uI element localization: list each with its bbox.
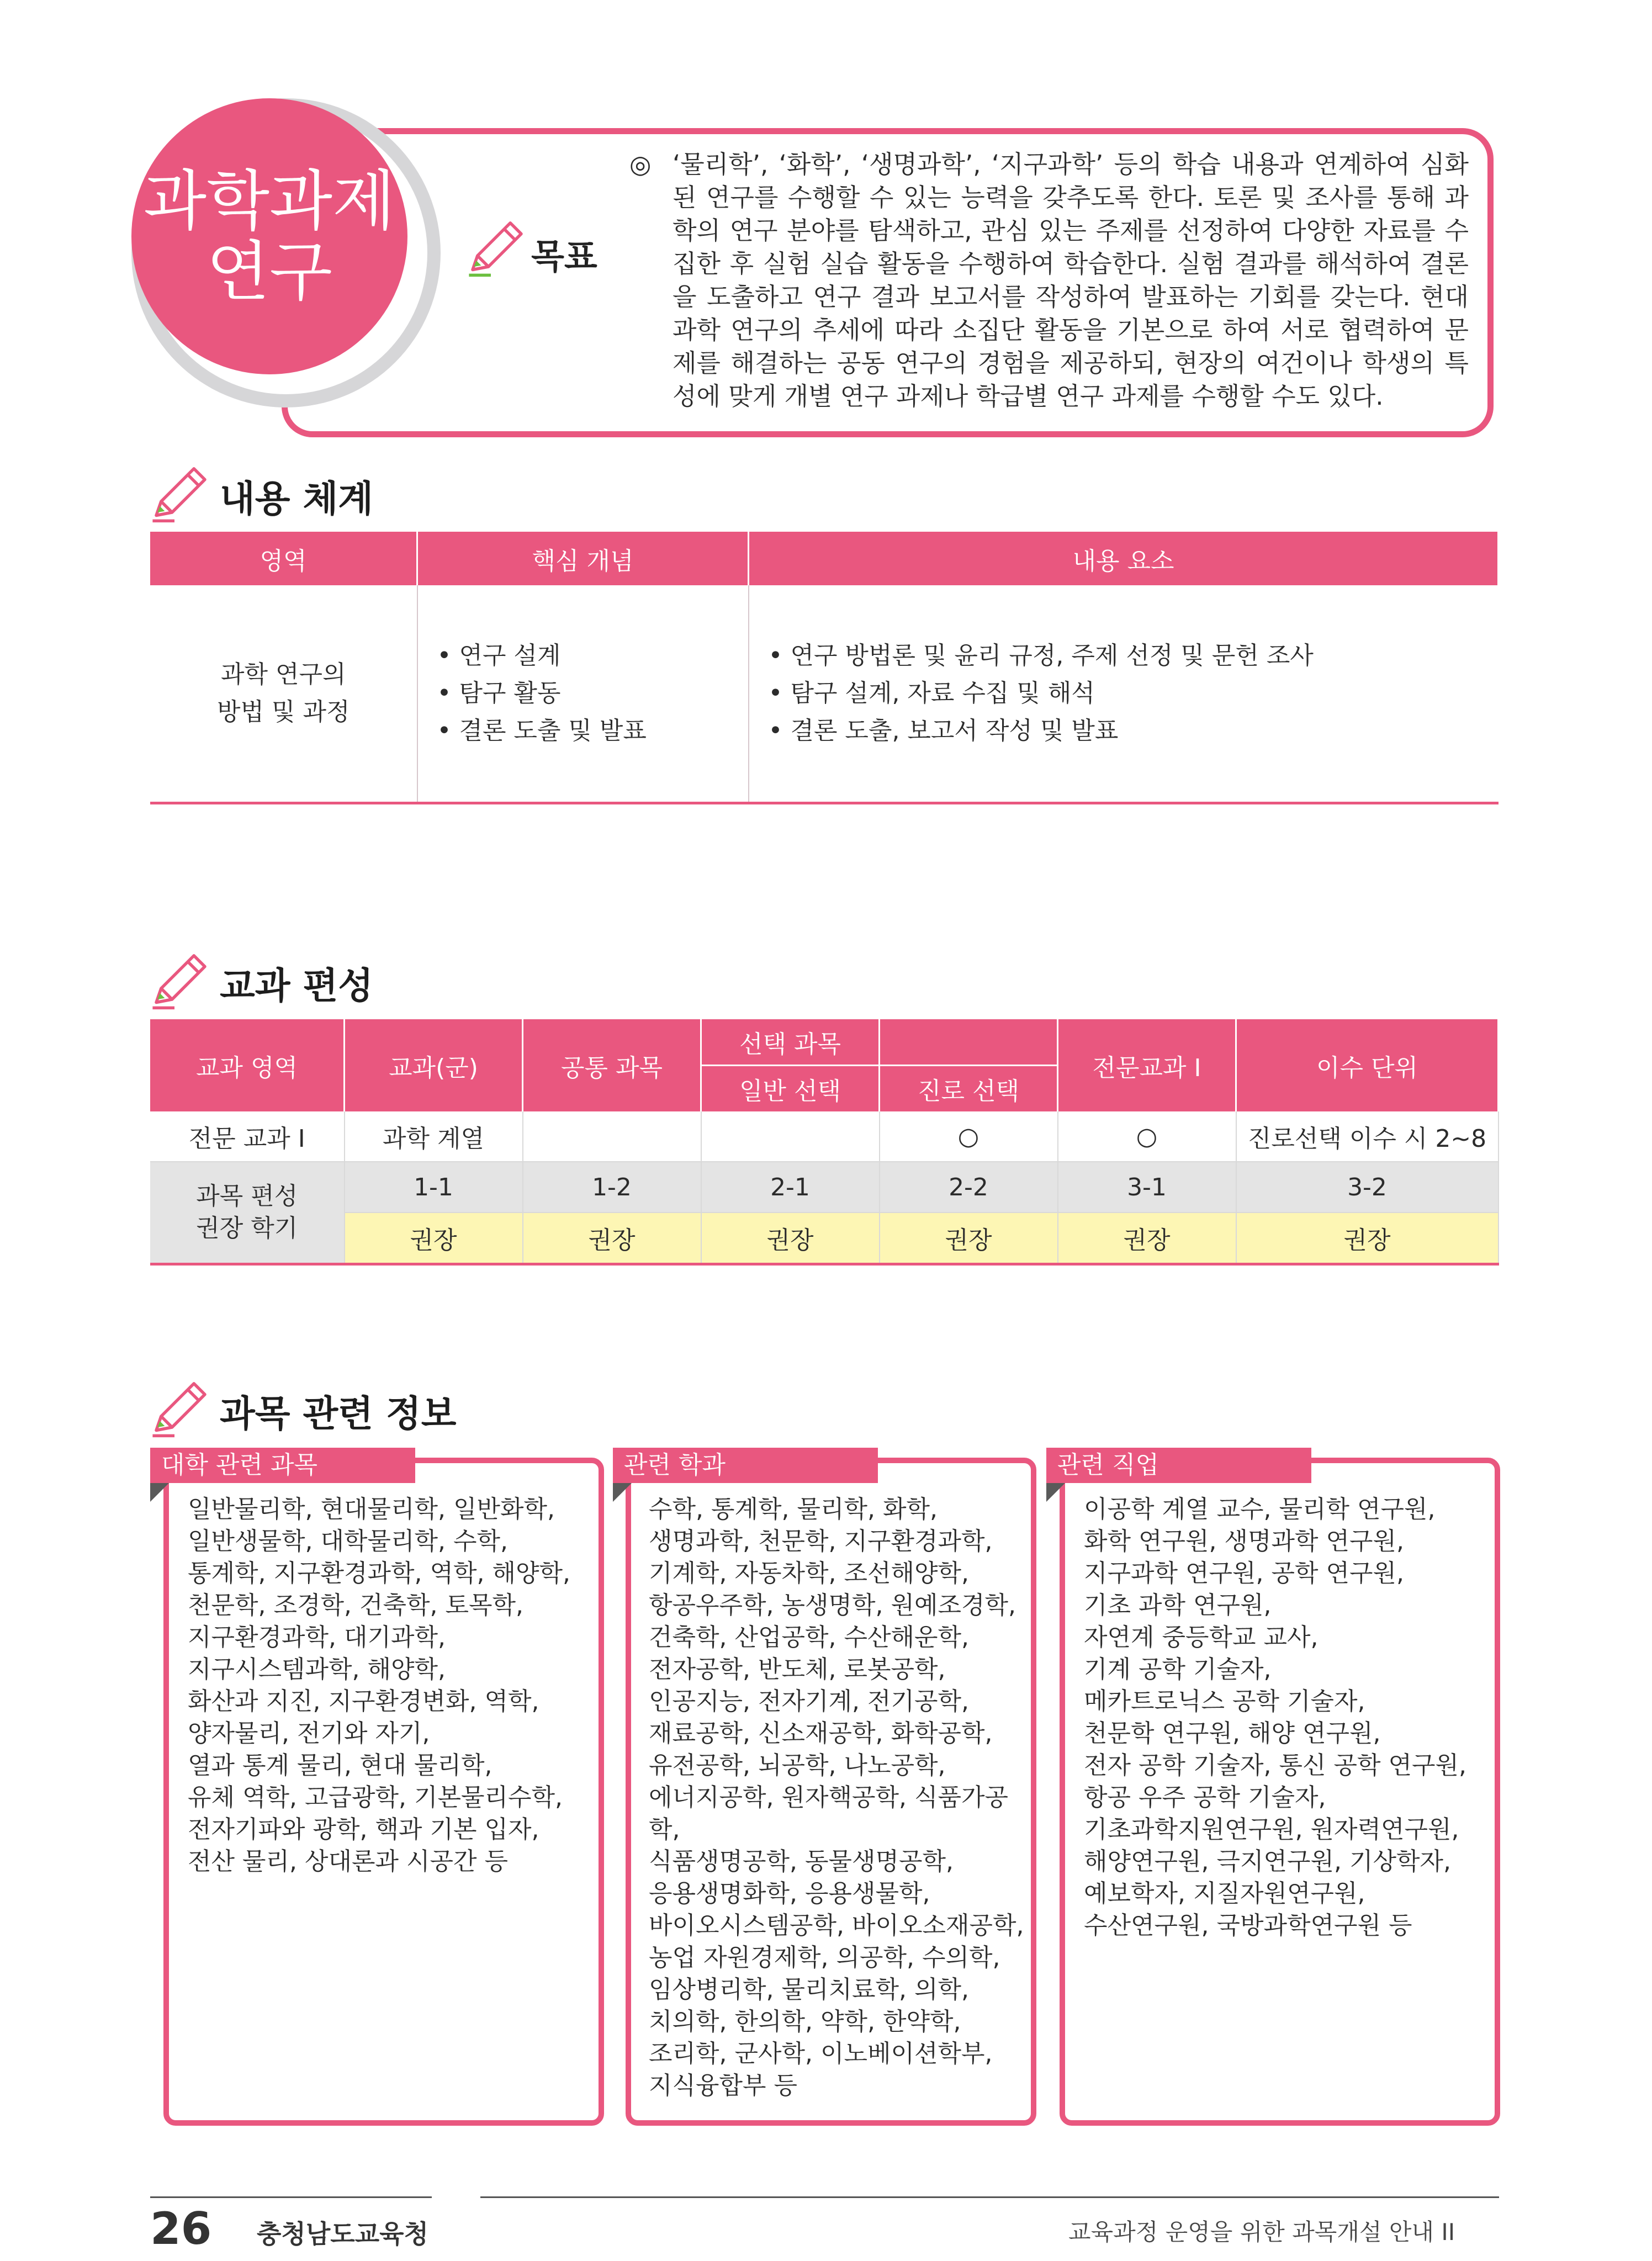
row1-subject: 과학 계열 (345, 1111, 523, 1162)
header-major: 전문교과 I (1058, 1019, 1236, 1111)
element-item: • 탐구 설계, 자료 수집 및 해석 (768, 679, 1095, 707)
recommend-cell: 권장 (701, 1212, 880, 1264)
concept-item: • 결론 도출 및 발표 (437, 717, 647, 745)
recommend-cell: 권장 (1058, 1212, 1236, 1264)
header-subject-area: 교과 영역 (150, 1019, 345, 1111)
univ-subjects-tag: 대학 관련 과목 (150, 1448, 415, 1483)
goal-body: ‘물리학’, ‘화학’, ‘생명과학’, ‘지구과학’ 등의 학습 내용과 연계하여 심화된 연구를 수행할 수 있는 능력을 갖추도록 한다. 토론 및 조사를 통해 과학의 연구 분야를 탐색하고, 관심 있는 주제를 선정하여 다양한 자료를 수집한 후 실험 실습 활동을 수행하여 학습한다. 실험 결과를 해석하여 결론을 도출하고 연구 결과 보고서를 작성하여 발표하는 기회를 갖는다. 현대 과학 연구의 추세에 따라 소집단 활동을 기본으로 하여 서로 협력하여 문제를 해결하는 공동 연구의 경험을 제공하되, 현장의 여건이나 학생의 특성에 맞게 개별 연구 과제나 학급별 연구 과제를 수행할 수도 있다. (673, 150, 1469, 411)
recommend-cell: 권장 (1236, 1212, 1499, 1264)
semester-label-line2: 권장 학기 (196, 1214, 298, 1242)
curriculum-title: 교과 편성 (220, 965, 374, 1007)
related-jobs-text: 이공학 계열 교수, 물리학 연구원, 화학 연구원, 생명과학 연구원, 지구과학 연구원, 공학 연구원, 기초 과학 연구원, 자연계 중등학교 교사, 기계 공학 기술자, 메카트로닉스 공학 기술자, 천문학 연구원, 해양 연구원, 전자 공학 기술자, 통신 공학 연구원, 항공 우주 공학 기술자, 기초과학지원연구원, 원자력연구원, 해양연구원, 극지연구원, 기상학자, 예보학자, 지질자원연구원, 수산연구원, 국방과학연구원 등 (1084, 1495, 1466, 1940)
header-career: 진로 선택 (880, 1066, 1058, 1112)
semester-label-line1: 과목 편성 (196, 1182, 298, 1210)
subject-title-line2: 연구 (206, 234, 332, 310)
area-line1: 과학 연구의 (220, 660, 346, 689)
related-dept-tag: 관련 학과 (613, 1448, 878, 1483)
pencil-icon (150, 1379, 211, 1439)
tag-fold (150, 1483, 169, 1502)
publisher: 충청남도교육청 (257, 2219, 429, 2249)
related-dept-text: 수학, 통계학, 물리학, 화학, 생명과학, 천문학, 지구환경과학, 기계학, 자동차학, 조선해양학, 항공우주학, 농생명학, 원예조경학, 건축학, 산업공학, 수산해운학, 전자공학, 반도체, 로봇공학, 인공지능, 전자기계, 전기공학, 재료공학, 신소재공학, 화학공학, 유전공학, 뇌공학, 나노공학, 에너지공학, 원자핵공학, 식품가공학, 식품생명공학, 동물생명공학, 응용생명화학, 응용생물학, 바이오시스템공학, 바이오소재공학, 농업 자원경제학, 의공학, 수의학, 임상병리학, 물리치료학, 의학, 치의학, 한의학, 약학, 한약학, 조리학, 군사학, 이노베이션학부, 지식융합부 등 (649, 1495, 1024, 2100)
content-system-title: 내용 체계 (220, 478, 374, 520)
header-elective-blank (880, 1019, 1058, 1066)
footer-rule-left (150, 2196, 432, 2198)
subject-title-line1: 과학과제 (144, 163, 395, 239)
header-credits: 이수 단위 (1236, 1019, 1499, 1111)
row1-major: ○ (1058, 1111, 1236, 1162)
semester-label-cell (150, 1162, 345, 1264)
header-elements: 내용 요소 (749, 532, 1499, 585)
related-info-title: 과목 관련 정보 (220, 1392, 457, 1435)
tag-fold (613, 1483, 632, 1502)
semester-cell: 2-1 (701, 1162, 880, 1212)
pencil-icon (467, 218, 527, 279)
recommend-cell: 권장 (523, 1212, 701, 1264)
header-concept: 핵심 개념 (417, 532, 749, 585)
row1-area: 전문 교과 I (150, 1111, 345, 1162)
tag-fold (1046, 1483, 1065, 1502)
recommend-cell: 권장 (345, 1212, 523, 1264)
area-cell (150, 585, 417, 803)
semester-cell: 1-1 (345, 1162, 523, 1212)
row1-general (701, 1111, 880, 1162)
semester-cell: 3-2 (1236, 1162, 1499, 1212)
header-area: 영역 (150, 532, 417, 585)
content-system-table (150, 532, 1499, 804)
goal-label: 목표 (531, 236, 597, 277)
semester-cell: 2-2 (880, 1162, 1058, 1212)
goal-bullet: ◎ (629, 150, 652, 179)
concept-item: • 탐구 활동 (437, 679, 561, 707)
header-elective: 선택 과목 (701, 1019, 880, 1066)
area-line2: 방법 및 과정 (217, 698, 350, 726)
page-number: 26 (150, 2203, 212, 2254)
element-item: • 결론 도출, 보고서 작성 및 발표 (768, 717, 1119, 745)
concept-cell (417, 585, 749, 803)
univ-subjects-text: 일반물리학, 현대물리학, 일반화학, 일반생물학, 대학물리학, 수학, 통계학, 지구환경과학, 역학, 해양학, 천문학, 조경학, 건축학, 토목학, 지구환경과학, 대기과학, 지구시스템과학, 해양학, 화산과 지진, 지구환경변화, 역학, 양자물리, 전기와 자기, 열과 통계 물리, 현대 물리학, 유체 역학, 고급광학, 기본물리수학, 전자기파와 광학, 핵과 기본 입자, 전산 물리, 상대론과 시공간 등 (188, 1495, 570, 1876)
semester-cell: 3-1 (1058, 1162, 1236, 1212)
recommend-cell: 권장 (880, 1212, 1058, 1264)
guide-title: 교육과정 운영을 위한 과목개설 안내 II (1068, 2218, 1455, 2246)
header-subject-group: 교과(군) (345, 1019, 523, 1111)
curriculum-table (150, 1019, 1499, 1265)
header-general: 일반 선택 (701, 1066, 880, 1112)
related-jobs-tag: 관련 직업 (1046, 1448, 1311, 1483)
pencil-icon (150, 951, 211, 1012)
subject-title-badge (131, 98, 407, 374)
pencil-icon (150, 464, 211, 525)
header-common: 공통 과목 (523, 1019, 701, 1111)
row1-credits: 진로선택 이수 시 2~8 (1236, 1111, 1499, 1162)
footer-rule-right (480, 2196, 1499, 2198)
concept-item: • 연구 설계 (437, 642, 561, 670)
element-item: • 연구 방법론 및 윤리 규정, 주제 선정 및 문헌 조사 (768, 642, 1314, 670)
row1-common (523, 1111, 701, 1162)
goal-text (629, 148, 1469, 413)
row1-career: ○ (880, 1111, 1058, 1162)
elements-cell (749, 585, 1499, 803)
semester-cell: 1-2 (523, 1162, 701, 1212)
